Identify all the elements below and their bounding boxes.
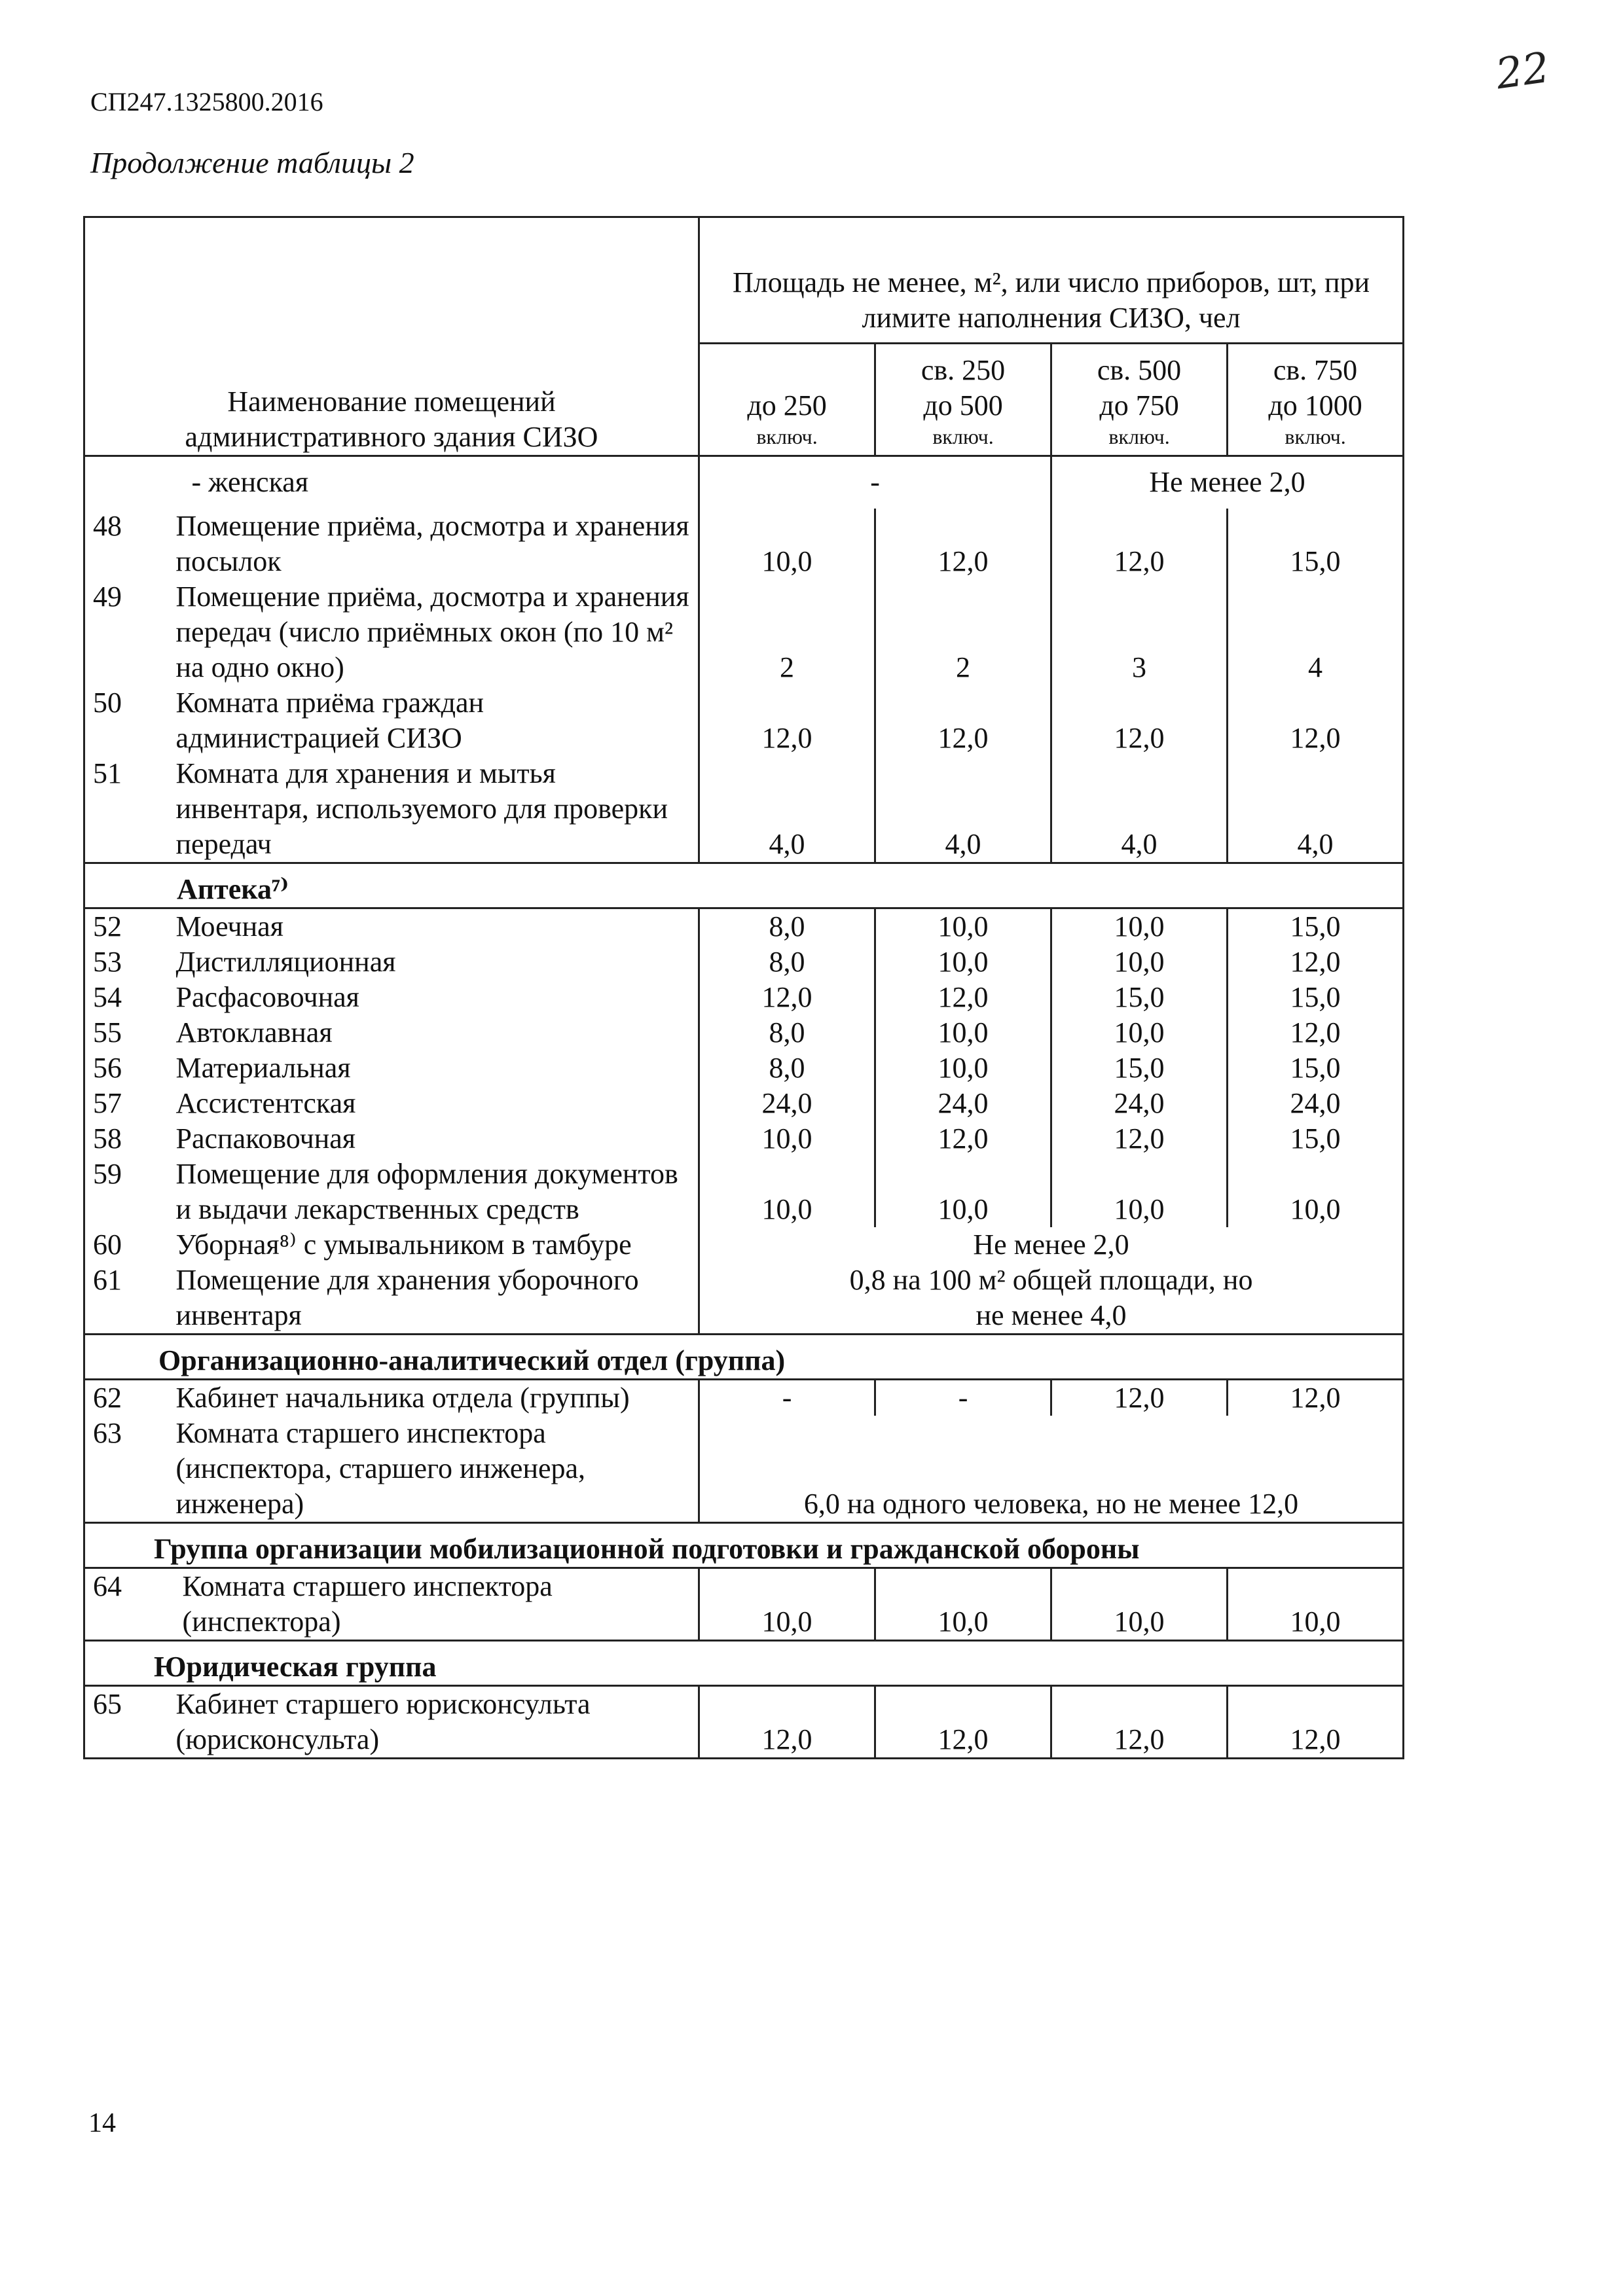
row-number: 49 [93, 580, 122, 613]
row-name: Помещение приёма, досмотра и хранения передач (число приёмных окон (по 10 м² на одно окно) [167, 579, 699, 685]
row-number: 58 [93, 1122, 122, 1155]
section-row [84, 1334, 1404, 1379]
row-value: 8,0 [699, 1015, 875, 1050]
row-value: 10,0 [1051, 1568, 1228, 1640]
table-row [84, 1416, 1404, 1523]
row-value: 10,0 [875, 944, 1051, 980]
table-continuation-title: Продолжение таблицы 2 [90, 146, 414, 179]
row-value: 12,0 [875, 1685, 1051, 1758]
row-name: Комната приёма граждан администрацией СИЗО [167, 685, 699, 756]
row-number: 60 [93, 1228, 122, 1261]
section-title-mobilization: Группа организации мобилизационной подготовки и гражданской обороны [84, 1522, 1404, 1568]
row-value: 24,0 [875, 1086, 1051, 1121]
table-row [84, 944, 1404, 980]
subheader-limit-4: св. 750 до 1000 включ. [1268, 354, 1362, 448]
row-value: 15,0 [1290, 545, 1341, 577]
table-row [84, 509, 1404, 579]
row-value: 10,0 [1290, 1605, 1341, 1638]
row-value: 8,0 [699, 908, 875, 944]
row-value: 8,0 [699, 944, 875, 980]
row-value: 2 [699, 579, 875, 685]
row-number: 51 [93, 757, 122, 789]
table-row [84, 456, 1404, 509]
row-value: 8,0 [699, 1050, 875, 1086]
row-name: Моечная [167, 908, 699, 944]
row-value: 12,0 [1290, 1723, 1341, 1755]
row-number: 52 [93, 910, 122, 942]
table-row [84, 685, 1404, 756]
row-name: Комната старшего инспектора (инспектора) [167, 1568, 699, 1640]
row-number: 54 [93, 980, 122, 1013]
row-name: Кабинет старшего юрисконсульта (юрисконсульта) [167, 1685, 699, 1758]
table-row [84, 1568, 1404, 1640]
row-value: 4,0 [1051, 756, 1228, 863]
row-value: 4 [1308, 651, 1323, 683]
row-name: Помещение для хранения уборочного инвентаря [167, 1263, 699, 1335]
section-row [84, 1522, 1404, 1568]
row-value: 12,0 [875, 1121, 1051, 1157]
table-row [84, 1157, 1404, 1227]
row-value: 15,0 [1290, 1122, 1341, 1155]
rooms-area-table [83, 216, 1404, 1759]
subheader-limit-1: до 250 включ. [699, 344, 875, 456]
row-name: Уборная⁸⁾ с умывальником в тамбуре [167, 1227, 699, 1263]
subheader-limit-2: св. 250 до 500 включ. [875, 344, 1051, 456]
row-value: 10,0 [1290, 1193, 1341, 1225]
section-row [84, 863, 1404, 908]
row-value: 10,0 [1051, 908, 1228, 944]
row-value: Не менее 2,0 [1149, 466, 1305, 499]
row-value: 12,0 [875, 980, 1051, 1015]
row-name: Дистилляционная [167, 944, 699, 980]
row-value: - [699, 456, 1051, 509]
row-value: 0,8 на 100 м² общей площади, но не менее 4,0 [849, 1263, 1253, 1331]
row-value: - [875, 1379, 1051, 1416]
table-row [84, 1685, 1404, 1758]
section-title-legal: Юридическая группа [84, 1640, 1404, 1685]
row-name: Помещение для оформления документов и выдачи лекарственных средств [167, 1157, 699, 1227]
table-row [84, 1086, 1404, 1121]
section-row [84, 1640, 1404, 1685]
row-value: 12,0 [875, 685, 1051, 756]
row-value: 15,0 [1290, 980, 1341, 1013]
row-number: 63 [93, 1416, 122, 1449]
row-name: Ассистентская [167, 1086, 699, 1121]
row-value: - [699, 1379, 875, 1416]
row-number: 53 [93, 945, 122, 978]
row-name: Помещение приёма, досмотра и хранения посылок [167, 509, 699, 579]
page-number: 14 [88, 2108, 116, 2138]
row-value: 10,0 [699, 509, 875, 579]
document-code: СП247.1325800.2016 [90, 87, 323, 117]
row-number: 48 [93, 509, 122, 542]
row-value: 15,0 [1290, 910, 1341, 942]
row-value: 24,0 [1290, 1086, 1341, 1119]
row-number: 64 [93, 1570, 122, 1602]
table-row [84, 1015, 1404, 1050]
row-value: 10,0 [875, 1050, 1051, 1086]
row-value: 6,0 на одного человека, но не менее 12,0 [803, 1487, 1299, 1520]
row-value: 12,0 [1051, 1685, 1228, 1758]
row-value: 15,0 [1051, 980, 1228, 1015]
row-value: 12,0 [1290, 721, 1341, 754]
column-header-name: Наименование помещений административного здания СИЗО [84, 217, 699, 456]
row-value: 12,0 [1290, 1016, 1341, 1049]
section-title-pharmacy: Аптека⁷⁾ [84, 863, 1404, 908]
row-value: 4,0 [699, 756, 875, 863]
row-name: Комната старшего инспектора (инспектора, старшего инженера, инженера) [167, 1416, 699, 1523]
table-row [84, 579, 1404, 685]
row-name: Комната для хранения и мытья инвентаря, используемого для проверки передач [167, 756, 699, 863]
table-row [84, 1121, 1404, 1157]
row-name: Автоклавная [167, 1015, 699, 1050]
row-number: 50 [93, 686, 122, 719]
row-value: 10,0 [1051, 1157, 1228, 1227]
row-number: 65 [93, 1687, 122, 1720]
row-value: 15,0 [1051, 1050, 1228, 1086]
row-value: 10,0 [875, 1157, 1051, 1227]
row-value: 10,0 [875, 1015, 1051, 1050]
row-value: 12,0 [699, 1685, 875, 1758]
handwritten-page-number: 22 [1493, 43, 1553, 99]
section-title-org: Организационно-аналитический отдел (группа) [84, 1334, 1404, 1379]
subheader-limit-3: св. 500 до 750 включ. [1051, 344, 1228, 456]
row-value: 10,0 [699, 1121, 875, 1157]
table-row [84, 1227, 1404, 1263]
row-value: 15,0 [1290, 1051, 1341, 1084]
row-value: 12,0 [875, 509, 1051, 579]
row-value: 10,0 [1051, 944, 1228, 980]
row-value: 12,0 [1051, 509, 1228, 579]
row-name: Материальная [167, 1050, 699, 1086]
row-number: 62 [93, 1381, 122, 1414]
row-value: 12,0 [699, 980, 875, 1015]
row-number: 59 [93, 1157, 122, 1190]
table-row [84, 1050, 1404, 1086]
table-row [84, 1263, 1404, 1335]
row-number: 57 [93, 1086, 122, 1119]
row-value: 12,0 [1051, 1379, 1228, 1416]
row-value: 12,0 [1051, 685, 1228, 756]
row-value: 10,0 [875, 908, 1051, 944]
row-name: - женская [167, 456, 699, 509]
row-value: 10,0 [699, 1157, 875, 1227]
row-value: 10,0 [875, 1568, 1051, 1640]
row-number: 56 [93, 1051, 122, 1084]
table-row [84, 756, 1404, 863]
row-name: Кабинет начальника отдела (группы) [167, 1379, 699, 1416]
row-value: 12,0 [1290, 1381, 1341, 1414]
row-number: 55 [93, 1016, 122, 1049]
row-name: Распаковочная [167, 1121, 699, 1157]
row-name: Расфасовочная [167, 980, 699, 1015]
row-value: 4,0 [875, 756, 1051, 863]
table-row [84, 908, 1404, 944]
row-value: 10,0 [699, 1568, 875, 1640]
row-value: 12,0 [1051, 1121, 1228, 1157]
table-row [84, 980, 1404, 1015]
row-value: 3 [1051, 579, 1228, 685]
row-value: 10,0 [1051, 1015, 1228, 1050]
row-value: 4,0 [1297, 827, 1334, 860]
table-row [84, 1379, 1404, 1416]
row-number: 61 [93, 1263, 122, 1296]
row-value: 24,0 [699, 1086, 875, 1121]
row-value: Не менее 2,0 [973, 1228, 1129, 1261]
column-header-area: Площадь не менее, м², или число приборов, шт, при лимите наполнения СИЗО, чел [699, 217, 1404, 344]
row-value: 2 [875, 579, 1051, 685]
row-value: 24,0 [1051, 1086, 1228, 1121]
row-value: 12,0 [1290, 945, 1341, 978]
row-value: 12,0 [699, 685, 875, 756]
